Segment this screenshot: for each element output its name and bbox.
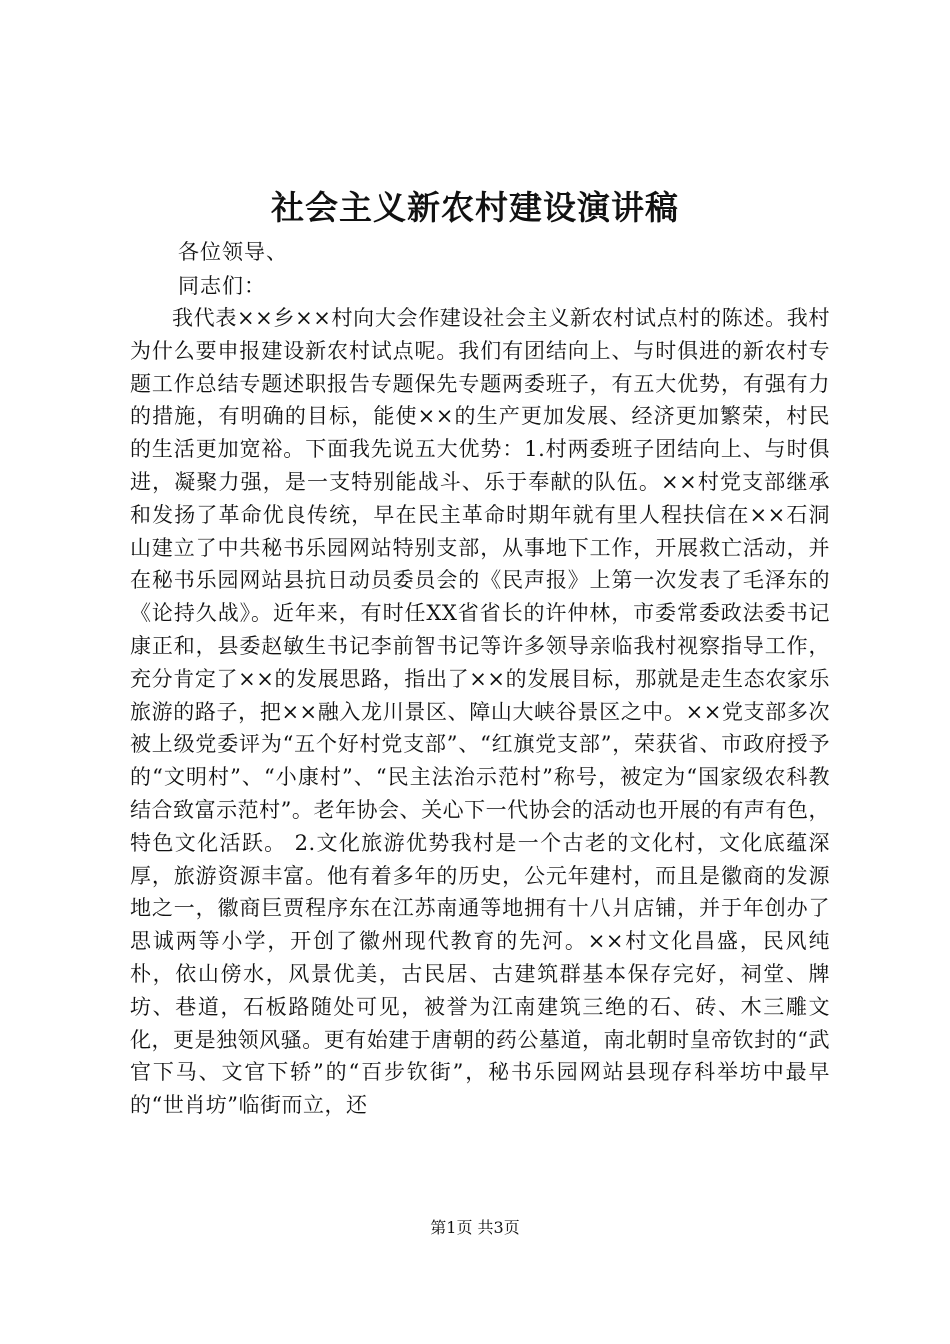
document-title: 社会主义新农村建设演讲稿: [271, 188, 679, 227]
greeting-leaders: 各位领导、: [178, 240, 288, 264]
speech-body-paragraph: 我代表××乡××村向大会作建设社会主义新农村试点村的陈述。我村为什么要申报建设新农村试点呢。我们有团结向上、与时俱进的新农村专题工作总结专题述职报告专题保先专题两委班子，有五大优势，有强有力的措施，有明确的目标，能使××的生产更加发展、经济更加繁荣，村民的生活更加宽裕。下面我先说五大优势：1.村两委班子团结向上、与时俱进，凝聚力强，是一支特别能战斗、乐于奉献的队伍。××村党支部继承和发扬了革命优良传统，早在民主革命时期年就有里人程扶信在××石洞山建立了中共秘书乐园网站特别支部，从事地下工作，开展救亡活动，并在秘书乐园网站县抗日动员委员会的《民声报》上第一次发表了毛泽东的《论持久战》。近年来，有时任XX省省长的许仲林，市委常委政法委书记康正和，县委赵敏生书记李前智书记等许多领导亲临我村视察指导工作，充分肯定了××的发展思路，指出了××的发展目标，那就是走生态农家乐旅游的路子，把××融入龙川景区、障山大峡谷景区之中。××党支部多次被上级党委评为“五个好村党支部”、“红旗党支部”，荣获省、市政府授予的“文明村”、“小康村”、“民主法治示范村”称号，被定为“国家级农科教结合致富示范村”。老年协会、关心下一代协会的活动也开展的有声有色，特色文化活跃。 2.文化旅游优势我村是一个古老的文化村，文化底蕴深厚，旅游资源丰富。他有着多年的历史，公元年建村，而且是徽商的发源地之一，徽商巨贾程序东在江苏南通等地拥有十八爿店铺，并于年创办了思诚两等小学，开创了徽州现代教育的先河。××村文化昌盛，民风纯朴，依山傍水，风景优美，古民居、古建筑群基本保存完好，祠堂、牌坊、巷道，石板路随处可见，被誉为江南建筑三绝的石、砖、木三雕文化，更是独领风骚。更有始建于唐朝的药公墓道，南北朝时皇帝钦封的“武官下马、文官下轿”的“百步钦街”，秘书乐园网站县现存科举坊中最早的“世肖坊”临街而立，还: [130, 306, 830, 1118]
page-number-footer: 第1页 共3页: [430, 1218, 520, 1237]
greeting-comrades: 同志们：: [178, 274, 266, 298]
